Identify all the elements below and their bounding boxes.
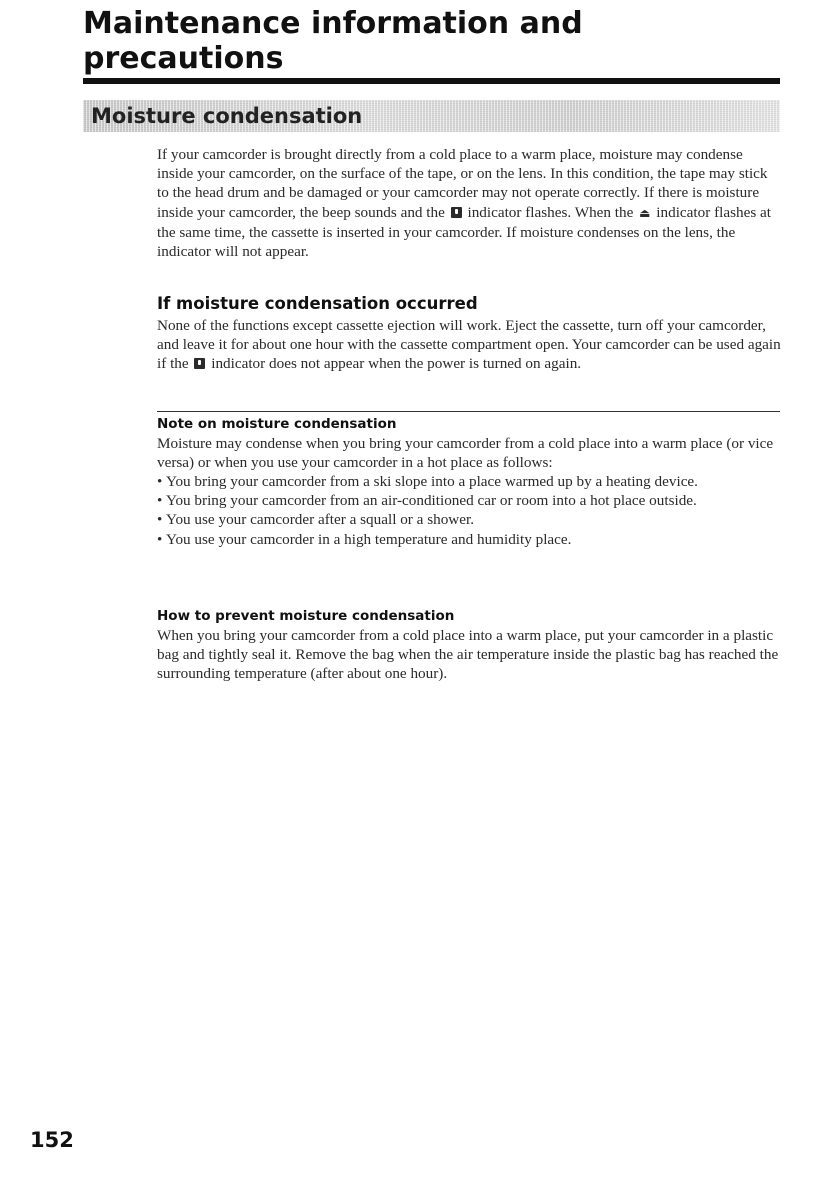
prevent-paragraph: When you bring your camcorder from a cold place into a warm place, put your camcorder in a plastic bag and tightly seal it. Remove the bag when the air temperature inside the plastic bag has reached the surrounding temperature (after about one hour). <box>157 627 779 683</box>
moisture-indicator-icon <box>194 358 205 369</box>
occurred-paragraph <box>157 316 782 374</box>
occurred-text-b: indicator does not appear when the power is turned on again. <box>211 355 582 373</box>
intro-text-c: indicator flashes at the same time, the cassette is inserted in your camcorder. If moisture condenses on the lens, the indicator will not appear. <box>157 203 772 261</box>
prevent-heading: How to prevent moisture condensation <box>157 608 455 624</box>
occurred-heading: If moisture condensation occurred <box>157 294 478 313</box>
note-divider <box>157 411 780 412</box>
eject-icon: ⏏ <box>639 205 651 220</box>
intro-text-b: indicator flashes. When the <box>467 203 634 221</box>
intro-paragraph <box>157 145 782 261</box>
intro-text-a: If your camcorder is brought directly from a cold place to a warm place, moisture may condense inside your camcorder, on the surface of the tape, or on the lens. In this condition, the tape may stick to the head drum and be damaged or your camcorder may not operate correctly. If there is moisture inside your camcorder, the beep sounds and the <box>157 146 768 221</box>
section-banner <box>83 100 780 132</box>
list-item: • You use your camcorder after a squall or a shower. <box>157 510 782 529</box>
moisture-indicator-icon <box>451 207 462 218</box>
list-item: • You bring your camcorder from an air-conditioned car or room into a hot place outside. <box>157 491 782 510</box>
section-title: Moisture condensation <box>91 104 363 128</box>
note-paragraph: Moisture may condense when you bring your camcorder from a cold place into a warm place (or vice versa) or when you use your camcorder in a hot place as follows: <box>157 435 774 472</box>
page-number: 152 <box>30 1128 74 1152</box>
note-list <box>157 472 782 549</box>
list-item: • You bring your camcorder from a ski slope into a place warmed up by a heating device. <box>157 472 782 491</box>
note-heading: Note on moisture condensation <box>157 416 397 432</box>
title-rule <box>83 78 780 84</box>
page-title: Maintenance information and precautions <box>83 6 583 76</box>
list-item: • You use your camcorder in a high temperature and humidity place. <box>157 530 782 549</box>
occurred-text-a: None of the functions except cassette ejection will work. Eject the cassette, turn off your camcorder, and leave it for about one hour with the cassette compartment open. Your camcorder can be used again if the <box>157 317 781 373</box>
